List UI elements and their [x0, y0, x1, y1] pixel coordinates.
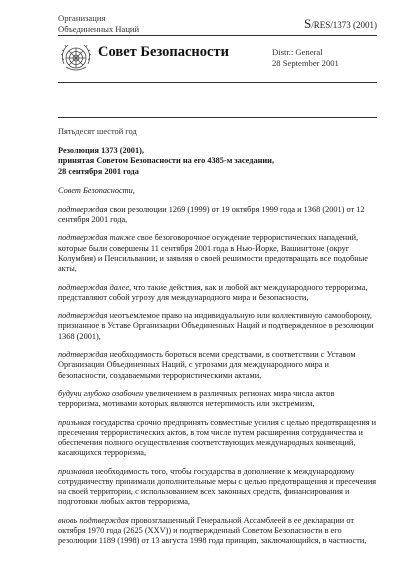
document-body	[58, 146, 377, 555]
header-top-rule	[58, 35, 377, 36]
paragraph-lead: подтверждая	[58, 204, 108, 214]
org-line-2: Объединенных Наций	[58, 24, 140, 34]
preamble-paragraph-3	[58, 283, 377, 303]
title-line-2: принятая Советом Безопасности на его 4385-м заседании,	[58, 156, 275, 166]
opening-phrase: Совет Безопасности,	[58, 186, 135, 196]
preamble-paragraph-5	[58, 350, 377, 381]
title-line-3: 28 сентября 2001 года	[58, 166, 139, 176]
session-label: Пятьдесят шестой год	[58, 127, 137, 136]
paragraph-lead: подтверждая далее	[58, 282, 130, 292]
document-date: 28 September 2001	[272, 57, 339, 68]
paragraph-lead: признавая	[58, 466, 94, 476]
paragraph-text: увеличением в различных регионах мира числа актов терроризма, мотивами которых являются нетерпимость или экстремизм,	[58, 389, 335, 409]
distribution-type: Distr.: General	[272, 47, 323, 57]
symbol-number: /RES/1373 (2001)	[311, 20, 377, 30]
distribution-info	[272, 47, 339, 68]
preamble-paragraph-7	[58, 418, 377, 459]
preamble-paragraph-1	[58, 205, 377, 225]
preamble-paragraph-8	[58, 467, 377, 508]
paragraph-text: свое безоговорочное осуждение террористических нападений, которые были совершены 11 сентября 2001 года в Нью-Йорке, Вашингтоне (округ Колумбия) и Пенсильвании, и заявляя о своей решимости предотвращать все подобные акты,	[58, 233, 368, 274]
resolution-title	[58, 146, 377, 177]
preamble-paragraph-6	[58, 389, 377, 409]
paragraph-text: необходимость того, чтобы государства в дополнение к международному сотрудничеству принимали дополнительные меры с целью предотвращения и пресечения на своей территории, с использованием всех законных средств, финансирования и подготовки любых актов терроризма,	[58, 466, 377, 507]
paragraph-text: , что такие действия, как и любой акт международного терроризма, представляют собой угрозу для международного мира и безопасности,	[58, 282, 368, 302]
paragraph-lead: будучи глубоко озабочен	[58, 389, 144, 399]
organization-name	[58, 13, 139, 35]
paragraph-lead: призывая	[58, 417, 91, 427]
org-line-1: Организация	[58, 13, 106, 23]
preamble-paragraph-4	[58, 311, 377, 342]
preamble-paragraph-2	[58, 233, 377, 274]
symbol-letter: S	[304, 16, 312, 31]
paragraph-text: неотъемлемое право на индивидуальную или коллективную самооборону, признанное в Уставе Организации Объединенных Наций и подтвержденное в резолюции 1368 (2001),	[58, 311, 374, 341]
document-symbol	[304, 16, 377, 32]
paragraph-text: необходимость бороться всеми средствами, в соответствии с Уставом Организации Объединенных Наций, с угрозами для международного мира и безопасности, создаваемыми террористическими актами,	[58, 350, 356, 380]
paragraph-lead: подтверждая	[58, 350, 108, 360]
preamble-paragraph-9	[58, 516, 377, 547]
header-middle-rule	[58, 82, 377, 83]
un-emblem-icon	[58, 40, 94, 76]
title-line-1: Резолюция 1373 (2001),	[58, 146, 144, 155]
paragraph-lead: подтверждая также	[58, 233, 136, 243]
paragraph-text: свои резолюции 1269 (1999) от 19 октября 1999 года и 1368 (2001) от 12 сентября 2001 года,	[58, 204, 365, 224]
paragraph-lead: подтверждая	[58, 311, 108, 321]
council-name: Совет Безопасности	[98, 44, 229, 60]
paragraph-text: государства срочно предпринять совместные усилия с целью предотвращения и пресечения террористических актов, в том числе путем расширения сотрудничества и обеспечения полного осуществления соответствующих международных конвенций, касающихся терроризма,	[58, 417, 377, 458]
paragraph-text: провозглашенный Генеральной Ассамблеей в ее декларации от октября 1970 года (2625 (XXV)) и подтвержденный Советом Безопасности в его резолюции 1189 (1998) от 13 августа 1998 года принцип, заключающийся, в частности,	[58, 515, 367, 546]
paragraph-lead: вновь подтверждая	[58, 515, 129, 525]
header-bottom-rule	[58, 117, 377, 118]
